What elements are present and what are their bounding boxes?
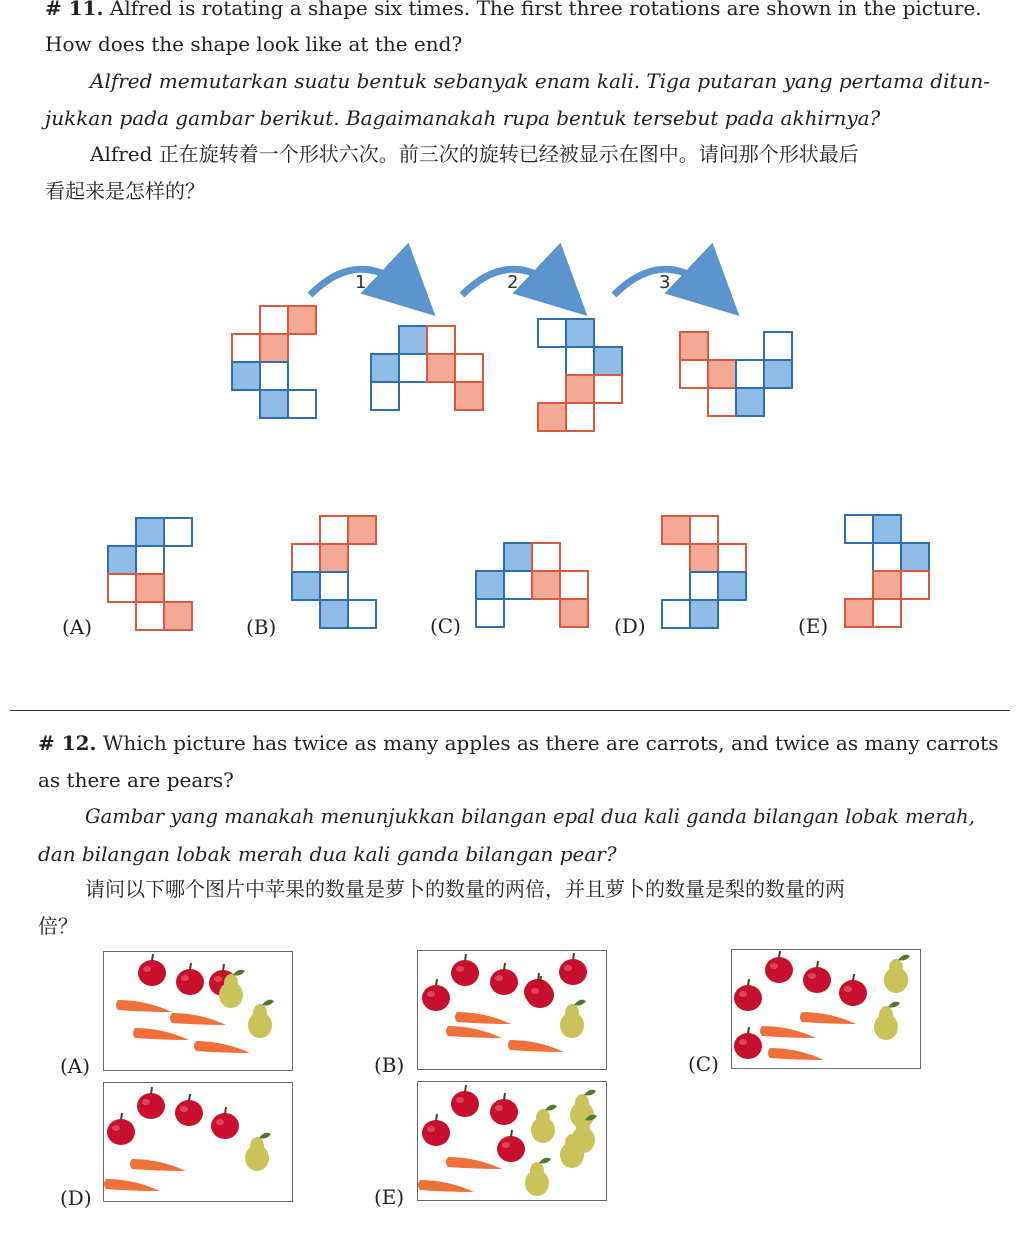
pear-icon [245, 1133, 271, 1171]
arrow-label-2: 2 [507, 272, 519, 293]
pear-icon [248, 1000, 274, 1038]
q11-option-d[interactable]: (D) [614, 614, 646, 638]
q12-option-b[interactable]: (B) [374, 1053, 405, 1077]
carrot-icon [455, 1012, 511, 1024]
q12-option-c[interactable]: (C) [688, 1052, 719, 1076]
q11-ms-line1: Alfred memutarkan suatu bentuk sebanyak enam kali. Tiga putaran yang pertama ditun- [90, 69, 991, 93]
arrow-label-1: 1 [355, 272, 367, 293]
carrot-icon [418, 1180, 474, 1192]
q12-option-a[interactable]: (A) [60, 1054, 91, 1078]
carrot-icon [800, 1012, 856, 1024]
q12-number: # 12. [38, 731, 97, 755]
pear-icon [560, 1000, 586, 1038]
q11-option-e[interactable]: (E) [798, 614, 829, 638]
apple-icon [490, 963, 518, 995]
apple-icon [176, 963, 204, 995]
apple-icon [526, 976, 554, 1008]
q12-en-text1: Which picture has twice as many apples as there are carrots, and twice as many carrots [102, 731, 999, 755]
pear-icon [884, 955, 910, 993]
q11-en-line2: How does the shape look like at the end? [45, 32, 463, 56]
apple-icon [422, 1114, 450, 1146]
pear-icon [525, 1158, 551, 1196]
q11-zh-line2: 看起来是怎样的？ [45, 179, 205, 203]
apple-icon [559, 953, 587, 985]
pear-icon [874, 1002, 900, 1040]
q12-en-line2: as there are pears? [38, 768, 234, 792]
q12-option-e[interactable]: (E) [374, 1185, 405, 1209]
q12-option-d[interactable]: (D) [60, 1186, 92, 1210]
apple-icon [451, 954, 479, 986]
carrot-icon [130, 1159, 186, 1171]
carrot-icon [133, 1028, 189, 1040]
q11-number: # 11. [45, 0, 104, 20]
carrot-icon [760, 1026, 816, 1038]
q11-zh-line1: Alfred 正在旋转着一个形状六次。前三次的旋转已经被显示在图中。请问那个形状最后 [90, 142, 859, 166]
apple-icon [803, 961, 831, 993]
q11-option-b[interactable]: (B) [246, 615, 277, 639]
carrot-icon [104, 1179, 160, 1191]
q11-option-a[interactable]: (A) [62, 615, 93, 639]
carrot-icon [446, 1157, 502, 1169]
apple-icon [211, 1107, 239, 1139]
q12-ms-line2: dan bilangan lobak merah dua kali ganda bilangan pear? [38, 842, 617, 866]
q12-zh-line1: 请问以下哪个图片中苹果的数量是萝卜的数量的两倍，并且萝卜的数量是梨的数量的两 [85, 877, 845, 901]
apple-icon [107, 1113, 135, 1145]
q11-ms-line2: jukkan pada gambar berikut. Bagaimanakah rupa bentuk tersebut pada akhirnya? [45, 106, 881, 130]
apple-icon [839, 974, 867, 1006]
apple-icon [422, 979, 450, 1011]
pear-icon [531, 1105, 557, 1143]
arrow-label-3: 3 [659, 272, 671, 293]
carrot-icon [768, 1048, 824, 1060]
apple-icon [138, 954, 166, 986]
q11-option-c[interactable]: (C) [430, 614, 461, 638]
carrot-icon [170, 1013, 226, 1025]
apple-icon [497, 1130, 525, 1162]
apple-icon [175, 1094, 203, 1126]
q11-en-text1: Alfred is rotating a shape six times. The first three rotations are shown in the picture. [109, 0, 982, 20]
carrot-icon [116, 1000, 172, 1012]
apple-icon [734, 1027, 762, 1059]
carrot-icon [446, 1026, 502, 1038]
apple-icon [490, 1093, 518, 1125]
q12-zh-line2: 倍？ [38, 914, 78, 938]
apple-icon [734, 979, 762, 1011]
apple-icon [137, 1087, 165, 1119]
carrot-icon [508, 1040, 564, 1052]
apple-icon [765, 951, 793, 983]
carrot-icon [194, 1041, 250, 1053]
q12-ms-line1: Gambar yang manakah menunjukkan bilangan epal dua kali ganda bilangan lobak merah, [85, 805, 975, 828]
apple-icon [451, 1085, 479, 1117]
